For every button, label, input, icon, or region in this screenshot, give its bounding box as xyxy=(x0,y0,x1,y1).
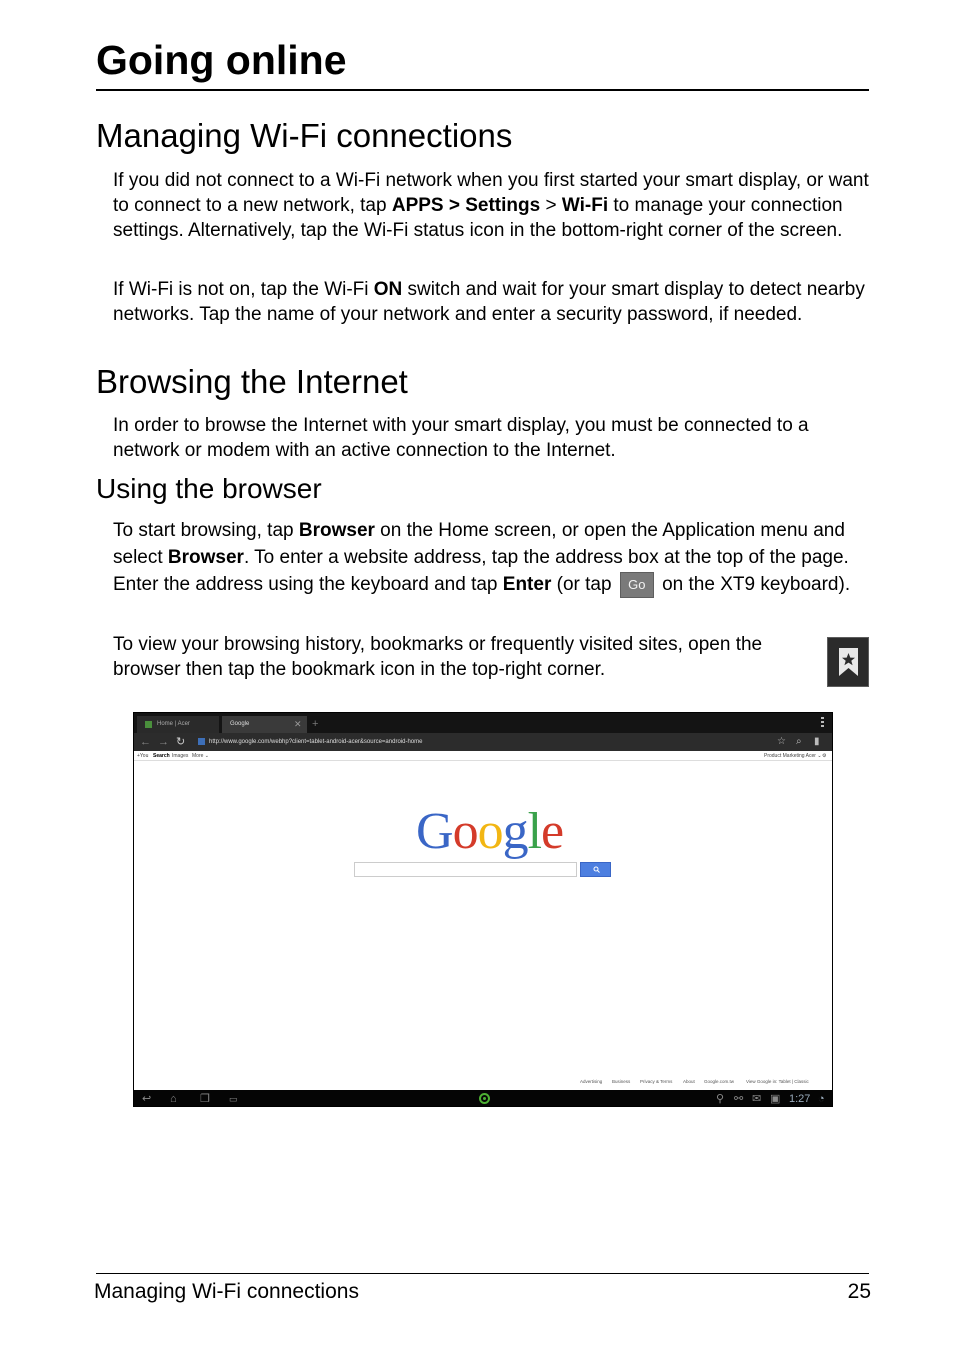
title-rule xyxy=(96,89,869,91)
gbar-more[interactable]: More ⌄ xyxy=(192,753,209,759)
heading-managing-wifi: Managing Wi-Fi connections xyxy=(96,117,513,154)
footer-link-advertising[interactable]: Advertising xyxy=(580,1079,603,1084)
acer-favicon-icon xyxy=(145,721,152,728)
gbar-plus-you[interactable]: +You xyxy=(137,753,149,759)
browser-paragraph-2: To view your browsing history, bookmarks or frequently visited sites, open the browser then tap the bookmark icon in the top-right corner. xyxy=(113,634,763,680)
notification-icon: ▣ xyxy=(770,1093,781,1105)
browser-paragraph-1: To start browsing, tap Browser on the Home screen, or open the Application menu and select Browser. To enter a website address, tap the address box at the top of the page. Enter the address using the keyboard and tap Enter (or tap Go on the XT9 keyboard). xyxy=(113,517,873,598)
forward-icon[interactable]: → xyxy=(158,736,169,748)
usb-icon: ⚯ xyxy=(734,1093,744,1105)
footer-link-google-tw[interactable]: Google.com.tw xyxy=(704,1079,735,1084)
overflow-menu-icon[interactable] xyxy=(821,717,824,729)
browser-page-content xyxy=(134,761,833,1090)
magnifier-icon xyxy=(593,866,600,873)
browser-screenshot xyxy=(133,712,833,1107)
reload-icon[interactable]: ↻ xyxy=(176,736,186,748)
gbar-settings-icon[interactable]: ⚙ xyxy=(822,753,827,759)
close-tab-icon[interactable]: ✕ xyxy=(294,719,302,729)
google-search-input[interactable] xyxy=(354,862,577,877)
gbar-search[interactable]: Search xyxy=(153,753,170,759)
android-icon: ⚲ xyxy=(716,1093,725,1105)
footer-link-about[interactable]: About xyxy=(683,1079,695,1084)
url-input[interactable]: http://www.google.com/webhp?client=tablet-android-acer&source=android-home xyxy=(209,739,423,745)
star-icon[interactable]: ☆ xyxy=(777,736,786,747)
wifi-paragraph-2: If Wi-Fi is not on, tap the Wi-Fi ON switch and wait for your smart display to detect nearby networks. Tap the name of your network and enter a security password, if needed. xyxy=(113,279,865,325)
system-home-icon[interactable]: ⌂ xyxy=(170,1093,177,1105)
page-number: 25 xyxy=(847,1280,871,1303)
system-bar xyxy=(134,1090,833,1107)
footer-section-title: Managing Wi-Fi connections xyxy=(94,1280,359,1303)
browsing-paragraph: In order to browse the Internet with your smart display, you must be connected to a network or modem with an active connection to the Internet. xyxy=(113,415,809,461)
go-key-icon: Go xyxy=(620,572,654,598)
heading-using-browser: Using the browser xyxy=(96,473,322,504)
google-bar xyxy=(134,751,833,761)
mail-icon: ✉ xyxy=(752,1093,762,1105)
recent-apps-icon[interactable]: ❐ xyxy=(200,1093,210,1105)
back-icon[interactable]: ← xyxy=(140,736,151,748)
page-title: Going online xyxy=(96,37,347,83)
site-info-icon xyxy=(198,738,205,745)
gbar-images[interactable]: Images xyxy=(172,753,189,759)
footer-rule xyxy=(96,1273,869,1274)
address-bar xyxy=(134,733,833,751)
heading-browsing-internet: Browsing the Internet xyxy=(96,363,408,400)
status-clock: 1:27 xyxy=(789,1093,811,1105)
tab-home-acer[interactable]: Home | Acer xyxy=(137,716,219,733)
bookmarks-icon[interactable]: ▮ xyxy=(814,736,820,747)
system-back-icon[interactable]: ↩ xyxy=(142,1093,152,1105)
gbar-account[interactable]: Product Marketing Acer ⌄ xyxy=(764,753,822,759)
tab-google[interactable]: Google xyxy=(222,716,307,733)
new-tab-icon[interactable]: + xyxy=(312,718,319,730)
footer-link-view-google[interactable]: View Google in: Tablet | Classic xyxy=(746,1079,809,1084)
screenshot-icon[interactable]: ▭ xyxy=(229,1094,238,1104)
apps-launcher-icon[interactable] xyxy=(479,1093,490,1104)
footer-link-privacy[interactable]: Privacy & Terms xyxy=(640,1079,673,1084)
wifi-status-icon[interactable]: ◔ xyxy=(818,1093,825,1105)
browser-tab-bar xyxy=(134,713,833,733)
bookmark-icon xyxy=(827,637,869,687)
footer-link-business[interactable]: Business xyxy=(612,1079,631,1084)
search-icon[interactable]: ⌕ xyxy=(796,736,802,747)
wifi-paragraph-1: If you did not connect to a Wi-Fi network when you first started your smart display, or want to connect to a new network, tap APPS > Settings > Wi-Fi to manage your connection settings. Alternatively, tap the Wi-Fi status icon in the bottom-right corner of the screen. xyxy=(113,170,869,241)
google-search-button[interactable] xyxy=(580,862,611,877)
google-logo: Google xyxy=(416,803,564,860)
